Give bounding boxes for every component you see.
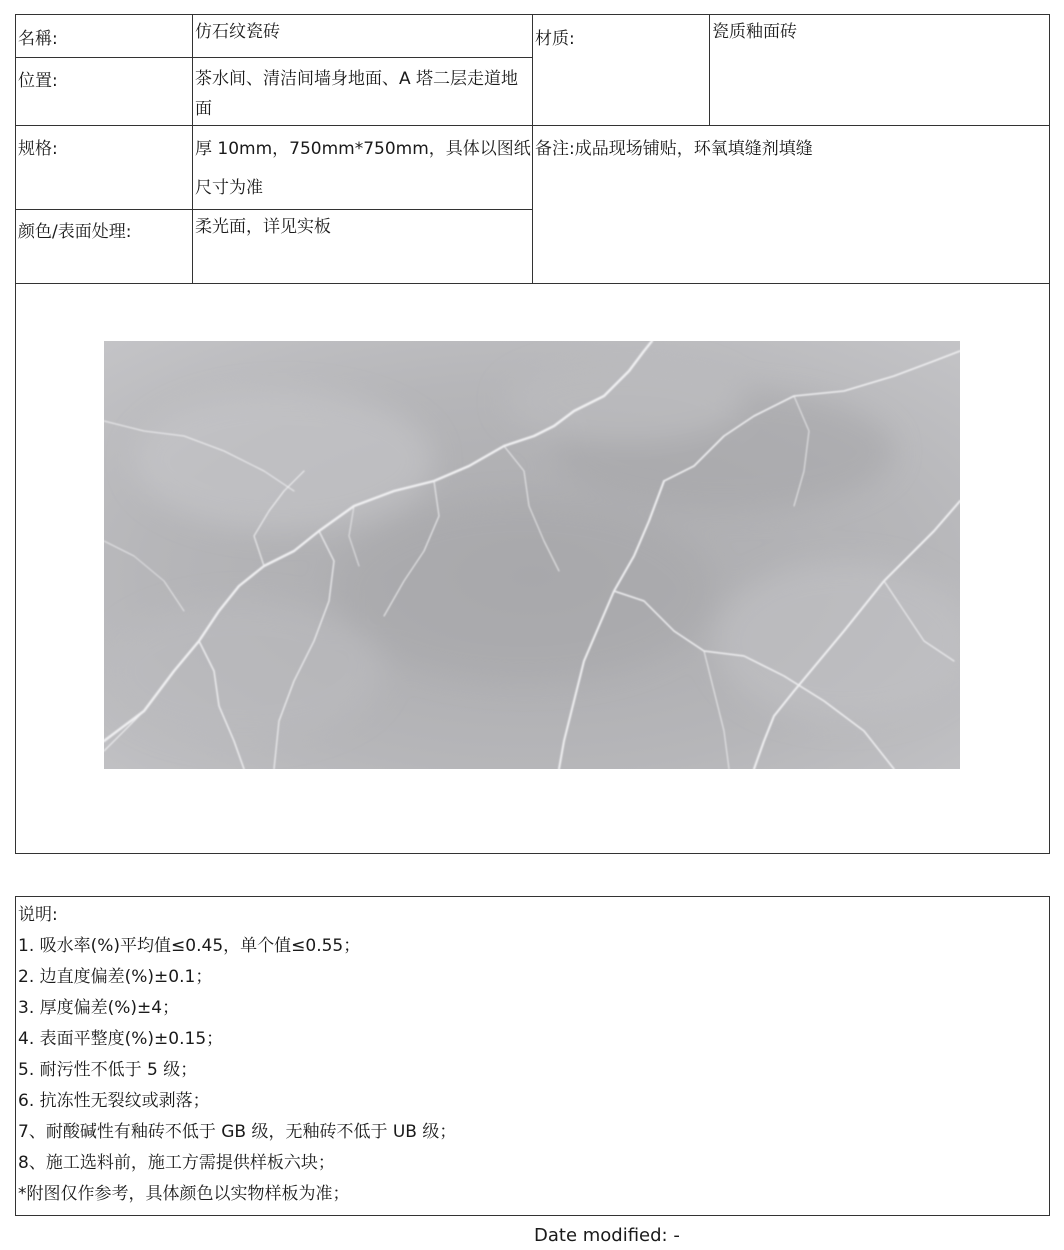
note-item-4: 4. 表面平整度(%)±0.15；	[18, 1029, 224, 1049]
row-divider	[15, 283, 1050, 284]
material-label: 材质:	[535, 29, 575, 49]
material-value: 瓷质釉面砖	[712, 22, 797, 42]
name-value: 仿石纹瓷砖	[195, 22, 280, 42]
notes-title: 说明:	[18, 905, 58, 925]
note-item-1: 1. 吸水率(%)平均值≤0.45，单个值≤0.55；	[18, 936, 361, 956]
col-divider	[709, 14, 710, 125]
location-value-line2: 面	[195, 99, 212, 119]
col-divider	[532, 14, 533, 283]
remark-text: 备注:成品现场铺贴，环氧填缝剂填缝	[535, 139, 813, 159]
row-divider	[15, 209, 533, 210]
location-value-line1: 茶水间、清洁间墙身地面、A 塔二层走道地	[195, 69, 519, 89]
spec-value-line2: 尺寸为准	[195, 178, 263, 198]
note-item-6: 6. 抗冻性无裂纹或剥落；	[18, 1091, 210, 1111]
note-item-9: *附图仅作参考，具体颜色以实物样板为准；	[18, 1184, 350, 1204]
location-label: 位置:	[18, 71, 58, 91]
color-value: 柔光面，详见实板	[195, 217, 331, 237]
name-label: 名稱:	[18, 29, 58, 49]
note-item-8: 8、施工选料前，施工方需提供样板六块；	[18, 1153, 335, 1173]
spec-value-line1: 厚 10mm，750mm*750mm，具体以图纸	[195, 139, 531, 159]
marble-tile-image	[104, 341, 960, 769]
row-divider	[15, 57, 533, 58]
note-item-3: 3. 厚度偏差(%)±4；	[18, 998, 180, 1018]
col-divider	[192, 14, 193, 283]
notes-box	[15, 896, 1050, 1216]
note-item-7: 7、耐酸碱性有釉砖不低于 GB 级，无釉砖不低于 UB 级；	[18, 1122, 457, 1142]
note-item-5: 5. 耐污性不低于 5 级；	[18, 1060, 198, 1080]
color-label: 颜色/表面处理:	[18, 222, 132, 242]
spec-label: 规格:	[18, 139, 58, 159]
note-item-2: 2. 边直度偏差(%)±0.1；	[18, 967, 213, 987]
date-modified: Date modified: -	[534, 1225, 680, 1246]
